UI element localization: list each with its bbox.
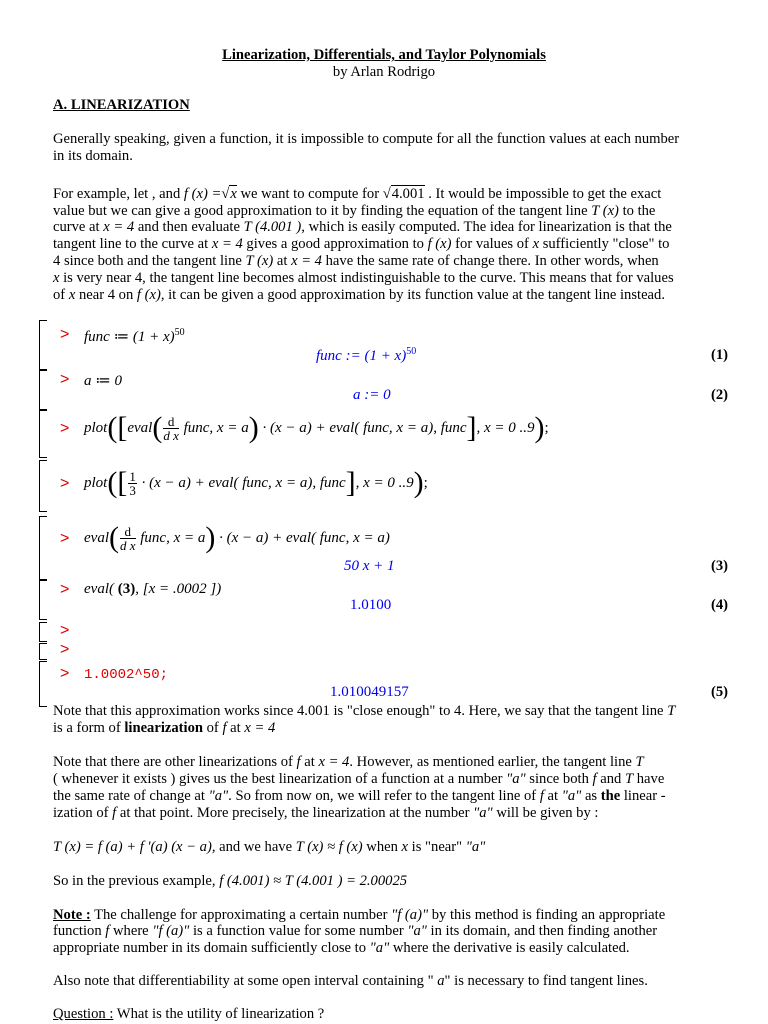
after-line-2: is a form of linearization of f at x = 4 [53, 720, 276, 736]
maple-prompt: > [60, 475, 70, 492]
maple-output-tangent: 50 x + 1 [344, 558, 395, 574]
equation-label: (1) [710, 347, 728, 363]
maple-prompt: > [60, 665, 70, 682]
maple-prompt: > [60, 581, 70, 598]
linearization-formula: T (x) = f (a) + f '(a) (x − a), and we have T (x) ≈ f (x) when x is "near" "a" [53, 839, 486, 855]
paragraph-example-line-6: x is very near 4, the tangent line becomes almost indistinguishable to the curve. This means that for values [53, 270, 674, 286]
maple-output-value: 1.0100 [350, 597, 392, 613]
maple-output-func: func := $(1 + x)^{50}$ [316, 346, 417, 364]
execution-group-bracket[interactable] [39, 370, 47, 410]
document-title: Linearization, Differentials, and Taylor Polynomials [222, 47, 546, 63]
execution-group-bracket[interactable] [39, 580, 47, 620]
note-line-1: Note : The challenge for approximating a certain number "f (a)" by this method is finding an appropriate [53, 907, 666, 923]
paragraph-linearization-line-1: Note that there are other linearizations of f at x = 4. However, as mentioned earlier, the tangent line T [53, 754, 644, 770]
execution-group-bracket[interactable] [39, 516, 47, 580]
paragraph-example-line-7: of x near 4 on f (x), it can be given a good approximation by its function value at the tangent line instead. [53, 287, 665, 303]
paragraph-linearization-line-4: ization of f at that point. More precisely, the linearization at the number "a" will be given by : [53, 805, 599, 821]
execution-group-bracket[interactable] [39, 410, 47, 458]
example-result: So in the previous example, f (4.001) ≈ T (4.001 ) = 2.00025 [53, 873, 408, 889]
document-author: by Arlan Rodrigo [332, 64, 436, 80]
paragraph-example-line-4: tangent line to the curve at x = 4 gives a good approximation to f (x) for values of x sufficiently "close" to [53, 236, 670, 252]
maple-input-eval-point[interactable]: eval( (3), [x = .0002 ]) [84, 581, 222, 597]
equation-label: (3) [710, 558, 728, 574]
maple-input-a[interactable]: a ≔ 0 [84, 373, 122, 389]
equation-label: (4) [710, 597, 728, 613]
differentiability-note: Also note that differentiability at some open interval containing " a" is necessary to find tangent lines. [53, 973, 648, 989]
maple-prompt: > [60, 371, 70, 388]
execution-group-bracket[interactable] [39, 320, 47, 370]
intro-line-1: Generally speaking, given a function, it is impossible to compute for all the function values at each number [53, 131, 680, 147]
paragraph-example-line-2: value but we can give a good approximation to it by finding the equation of the tangent line T (x) to the [53, 203, 656, 219]
maple-prompt-empty[interactable]: > [60, 622, 70, 639]
after-line-1: Note that this approximation works since 4.001 is "close enough" to 4. Here, we say that the tangent line T [53, 703, 676, 719]
paragraph-example-line-5: 4 since both and the tangent line T (x) at x = 4 have the same rate of change there. In other words, when [53, 253, 659, 269]
execution-group-bracket[interactable] [39, 643, 47, 660]
execution-group-bracket[interactable] [39, 460, 47, 512]
execution-group-bracket[interactable] [39, 661, 47, 707]
maple-prompt: > [60, 420, 70, 437]
note-line-3: appropriate number in its domain sufficiently close to "a" where the derivative is easily calculated. [53, 940, 630, 956]
execution-group-bracket[interactable] [39, 622, 47, 642]
question-line: Question : What is the utility of linearization ? [53, 1006, 325, 1022]
maple-prompt: > [60, 326, 70, 343]
paragraph-linearization-line-3: the same rate of change at "a". So from now on, we will refer to the tangent line of f at "a" as the linear - [53, 788, 666, 804]
maple-input-eval-tangent[interactable]: eval( $\frac{d}{\text{d x}}$ func, x = a) · (x − a) + eval( func, x = a) [84, 521, 390, 554]
equation-label: (5) [710, 684, 728, 700]
maple-input-plot-line[interactable]: plot([ $\frac{1}{3}$ · (x − a) + eval( func, x = a), func], x = 0 ..9); [84, 466, 428, 499]
maple-input-power[interactable]: 1.0002^50; [84, 667, 169, 683]
intro-line-2: in its domain. [53, 148, 133, 164]
maple-output-power: 1.010049157 [330, 684, 409, 700]
section-heading: A. LINEARIZATION [53, 97, 190, 113]
paragraph-linearization-line-2: ( whenever it exists ) gives us the best linearization of a function at a number "a" since both f and T have [53, 771, 665, 787]
paragraph-example-line-1: For example, let , and f (x) =√x we want to compute for √4.001 . It would be impossible to get the exact [53, 186, 662, 202]
maple-prompt-empty[interactable]: > [60, 641, 70, 658]
equation-label: (2) [710, 387, 728, 403]
maple-prompt: > [60, 530, 70, 547]
note-line-2: function f where "f (a)" is a function value for some number "a" in its domain, and then finding another [53, 923, 658, 939]
paragraph-example-line-3: curve at x = 4 and then evaluate T (4.001 ), which is easily computed. The idea for linearization is that the [53, 219, 672, 235]
maple-input-func[interactable]: func ≔ $(1 + x)^{50}$ [84, 327, 185, 345]
maple-output-a: a := 0 [353, 387, 391, 403]
maple-input-plot-tangent[interactable]: plot([eval( $\frac{d}{\text{d x}}$ func, x = a) · (x − a) + eval( func, x = a), func], x = 0 ..9); [84, 411, 549, 444]
